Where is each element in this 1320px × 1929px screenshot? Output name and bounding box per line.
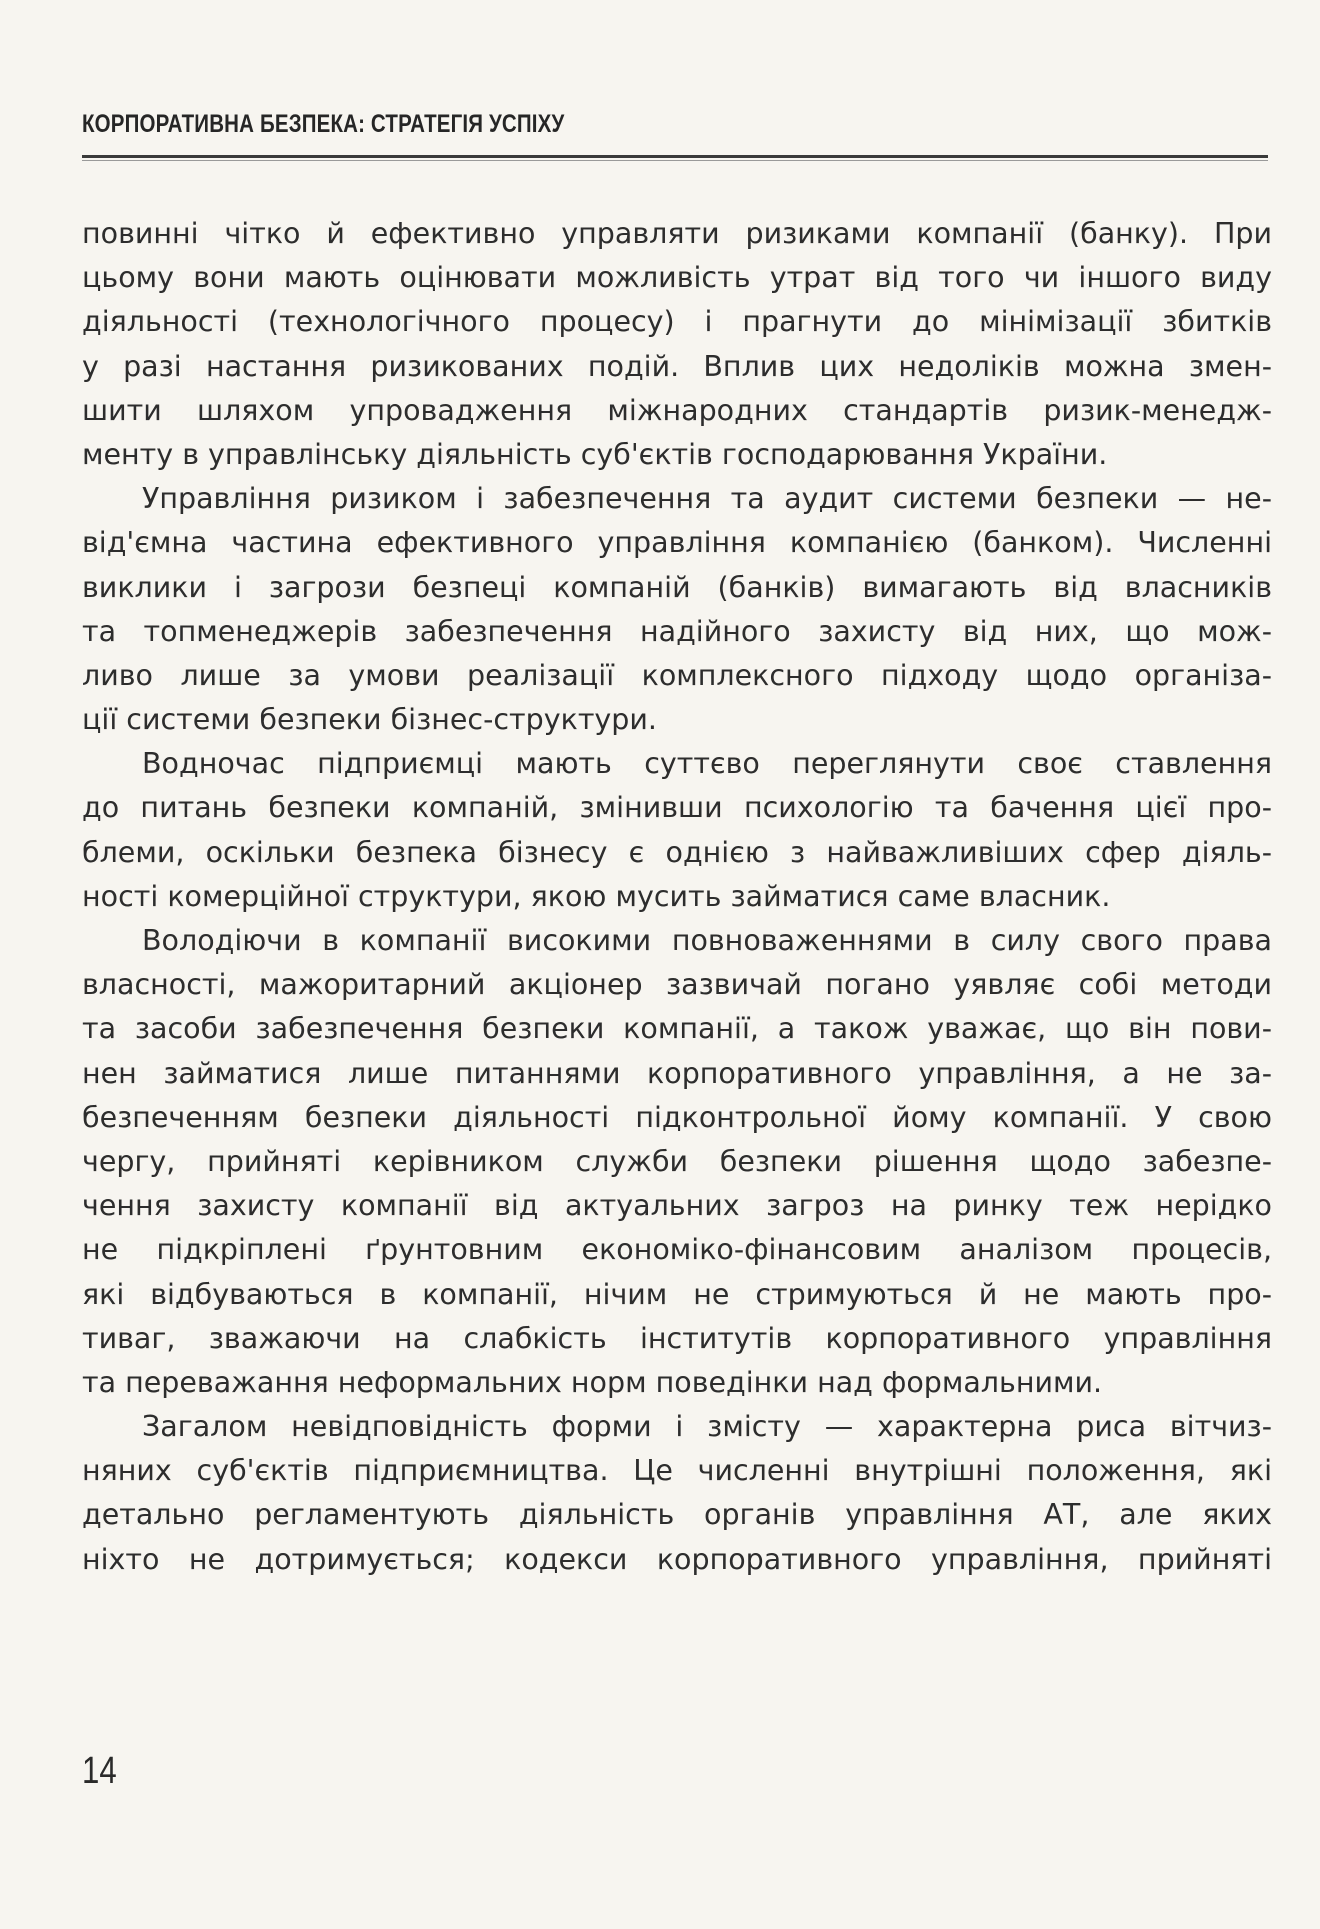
text-line: детально регламентують діяльність органів управління АТ, але яких <box>82 1498 1272 1532</box>
running-title: КОРПОРАТИВНА БЕЗПЕКА: СТРАТЕГІЯ УСПІХУ <box>82 110 565 138</box>
text-line: цьому вони мають оцінювати можливість утрат від того чи іншого виду <box>82 261 1272 295</box>
text-line: виклики і загрози безпеці компаній (банків) вимагають від власників <box>82 570 1272 604</box>
text-line: Загалом невідповідність форми і змісту — характерна риса вітчиз- <box>142 1410 1272 1444</box>
text-line: які відбуваються в компанії, нічим не стримуються й не мають про- <box>82 1277 1272 1311</box>
text-line: ніхто не дотримується; кодекси корпоративного управління, прийняті <box>82 1542 1272 1576</box>
paragraph-5 <box>82 1405 1272 1582</box>
text-line: Управління ризиком і забезпечення та аудит системи безпеки — не- <box>142 482 1272 516</box>
header-rule <box>82 155 1268 158</box>
text-line: власності, мажоритарний акціонер зазвичай погано уявляє собі методи <box>82 968 1272 1002</box>
body-text <box>82 212 1272 1582</box>
text-line: та топменеджерів забезпечення надійного захисту від них, що мож- <box>82 614 1272 648</box>
page-number: 14 <box>82 1750 117 1792</box>
text-line: блеми, оскільки безпека бізнесу є однією з найважливіших сфер діяль- <box>82 835 1272 869</box>
text-line: шити шляхом упровадження міжнародних стандартів ризик-менедж- <box>82 393 1272 427</box>
text-line: до питань безпеки компаній, змінивши психологію та бачення цієї про- <box>82 791 1272 825</box>
paragraph-4 <box>82 919 1272 1405</box>
text-line: няних суб'єктів підприємництва. Це численні внутрішні положення, які <box>82 1454 1272 1488</box>
text-line: діяльності (технологічного процесу) і прагнути до мінімізації збитків <box>82 305 1272 339</box>
text-line: ції системи безпеки бізнес-структури. <box>82 703 657 737</box>
paragraph-3 <box>82 742 1272 919</box>
text-line: тиваг, зважаючи на слабкість інститутів корпоративного управління <box>82 1321 1272 1355</box>
text-line: безпеченням безпеки діяльності підконтрольної йому компанії. У свою <box>82 1100 1272 1134</box>
text-line: Володіючи в компанії високими повноваженнями в силу свого права <box>142 924 1272 957</box>
text-line: ності комерційної структури, якою мусить займатися саме власник. <box>82 879 1111 913</box>
text-line: Водночас підприємці мають суттєво переглянути своє ставлення <box>142 747 1272 781</box>
text-line: чергу, прийняті керівником служби безпеки рішення щодо забезпе- <box>82 1144 1272 1178</box>
text-line: нен займатися лише питаннями корпоративного управління, а не за- <box>82 1056 1272 1090</box>
text-line: та переважання неформальних норм поведінки над формальними. <box>82 1365 1103 1399</box>
paragraph-2 <box>82 477 1272 742</box>
text-line: та засоби забезпечення безпеки компанії, а також уважає, що він пови- <box>82 1012 1272 1046</box>
text-line: чення захисту компанії від актуальних загроз на ринку теж нерідко <box>82 1189 1272 1223</box>
text-line: не підкріплені ґрунтовним економіко-фінансовим аналізом процесів, <box>82 1233 1272 1267</box>
text-line: від'ємна частина ефективного управління компанією (банком). Численні <box>82 526 1272 560</box>
text-line: менту в управлінську діяльність суб'єктів господарювання України. <box>82 437 1108 471</box>
paragraph-1 <box>82 212 1272 477</box>
text-line: повинні чітко й ефективно управляти ризиками компанії (банку). При <box>82 217 1272 250</box>
header-rule-thin <box>82 160 1268 161</box>
text-line: у разі настання ризикованих подій. Вплив цих недоліків можна змен- <box>82 349 1272 383</box>
text-line: ливо лише за умови реалізації комплексного підходу щодо організа- <box>82 658 1272 692</box>
